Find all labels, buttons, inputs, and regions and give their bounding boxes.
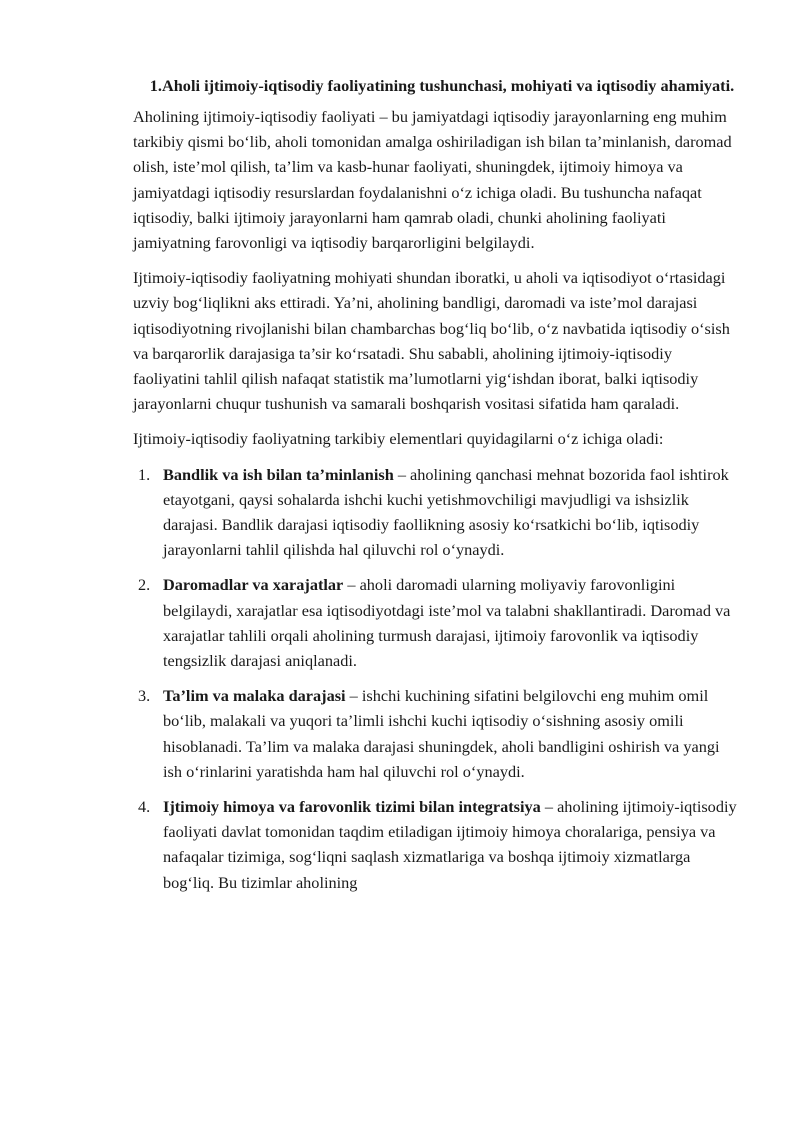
document-title: 1.Aholi ijtimoiy-iqtisodiy faoliyatining tushunchasi, mohiyati va iqtisodiy ahamiyati. xyxy=(149,76,735,95)
list-item-term: Ta’lim va malaka darajasi xyxy=(163,686,346,706)
list-item-number: 4. xyxy=(138,797,151,817)
list-item-term: Ijtimoiy himoya va farovonlik tizimi bilan integratsiya xyxy=(163,797,541,817)
list-item-term: Daromadlar va xarajatlar xyxy=(163,575,344,595)
elements-list xyxy=(133,462,737,895)
list-item-text: – aholi daromadi ularning moliyaviy farovonligini belgilaydi, xarajatlar esa iqtisodiyotdagi iste’mol va talabni shakllantiradi. Daromad va xarajatlar tahlili orqali aholining turmush darajasi, ijtimoiy farovonlik va iqtisodiy tengsizlik darajasi aniqlanadi. xyxy=(163,575,731,671)
paragraph-elements-intro: Ijtimoiy-iqtisodiy faoliyatning tarkibiy elementlari quyidagilarni o‘z ichiga oladi: xyxy=(133,429,664,449)
list-item-term: Bandlik va ish bilan ta’minlanish xyxy=(163,464,394,484)
list-item xyxy=(133,794,737,895)
list-item-number: 3. xyxy=(138,686,151,706)
list-item-number: 2. xyxy=(138,575,151,595)
list-item-text: – aholining qanchasi mehnat bozorida faol ishtirok etayotgani, qaysi sohalarda ishchi kuchi yetishmovchiligi mavjudligi va ishsizlik darajasi. Bandlik darajasi iqtisodiy faollikning asosiy ko‘rsatkichi bo‘lib, iqtisodiy jarayonlarni tahlil qilishda hal qiluvchi rol o‘ynaydi. xyxy=(163,464,729,560)
list-item xyxy=(133,572,737,673)
list-item-number: 1. xyxy=(138,464,151,484)
paragraph-essence: Ijtimoiy-iqtisodiy faoliyatning mohiyati shundan iboratki, u aholi va iqtisodiyot o‘rtasidagi uzviy bog‘liqlikni aks ettiradi. Ya’ni, aholining bandligi, daromadi va iste’mol darajasi iqtisodiyotning rivojlanishi bilan chambarchas bog‘liq bo‘lib, o‘z navbatida iqtisodiy o‘sish va barqarorlik darajasiga ta’sir ko‘rsatadi. Shu sababli, aholining ijtimoiy-iqtisodiy faoliyatini tahlil qilish nafaqat statistik ma’lumotlarni yig‘ishdan iborat, balki iqtisodiy jarayonlarni chuqur tushunish va samarali boshqarish vositasi sifatida ham qaraladi. xyxy=(133,268,730,414)
document-page xyxy=(133,74,737,905)
list-item xyxy=(133,683,737,784)
list-item-text: – aholining ijtimoiy-iqtisodiy faoliyati davlat tomonidan taqdim etiladigan ijtimoiy himoya choralariga, pensiya va nafaqalar tizimiga, sog‘liqni saqlash xizmatlariga va boshqa ijtimoiy xizmatlarga bog‘liq. Bu tizimlar aholining xyxy=(163,797,737,892)
list-item-text: – ishchi kuchining sifatini belgilovchi eng muhim omil bo‘lib, malakali va yuqori ta’limli ishchi kuchi iqtisodiy o‘sishning asosiy omili hisoblanadi. Ta’lim va malaka darajasi shuningdek, aholi bandligini oshirish va yangi ish o‘rinlarini yaratishda ham hal qiluvchi rol o‘ynaydi. xyxy=(163,686,720,781)
list-item xyxy=(133,462,737,563)
paragraph-definition: Aholining ijtimoiy-iqtisodiy faoliyati – bu jamiyatdagi iqtisodiy jarayonlarning eng muhim tarkibiy qismi bo‘lib, aholi tomonidan amalga oshiriladigan ish bilan ta’minlanish, daromad olish, iste’mol qilish, ta’lim va kasb-hunar faoliyati, shuningdek, ijtimoiy himoya va jamiyatdagi iqtisodiy resurslardan foydalanishni o‘z ichiga oladi. Bu tushuncha nafaqat iqtisodiy, balki ijtimoiy jarayonlarni ham qamrab oladi, chunki aholining faoliyati jamiyatning farovonligi va iqtisodiy barqarorligini belgilaydi. xyxy=(133,107,732,253)
